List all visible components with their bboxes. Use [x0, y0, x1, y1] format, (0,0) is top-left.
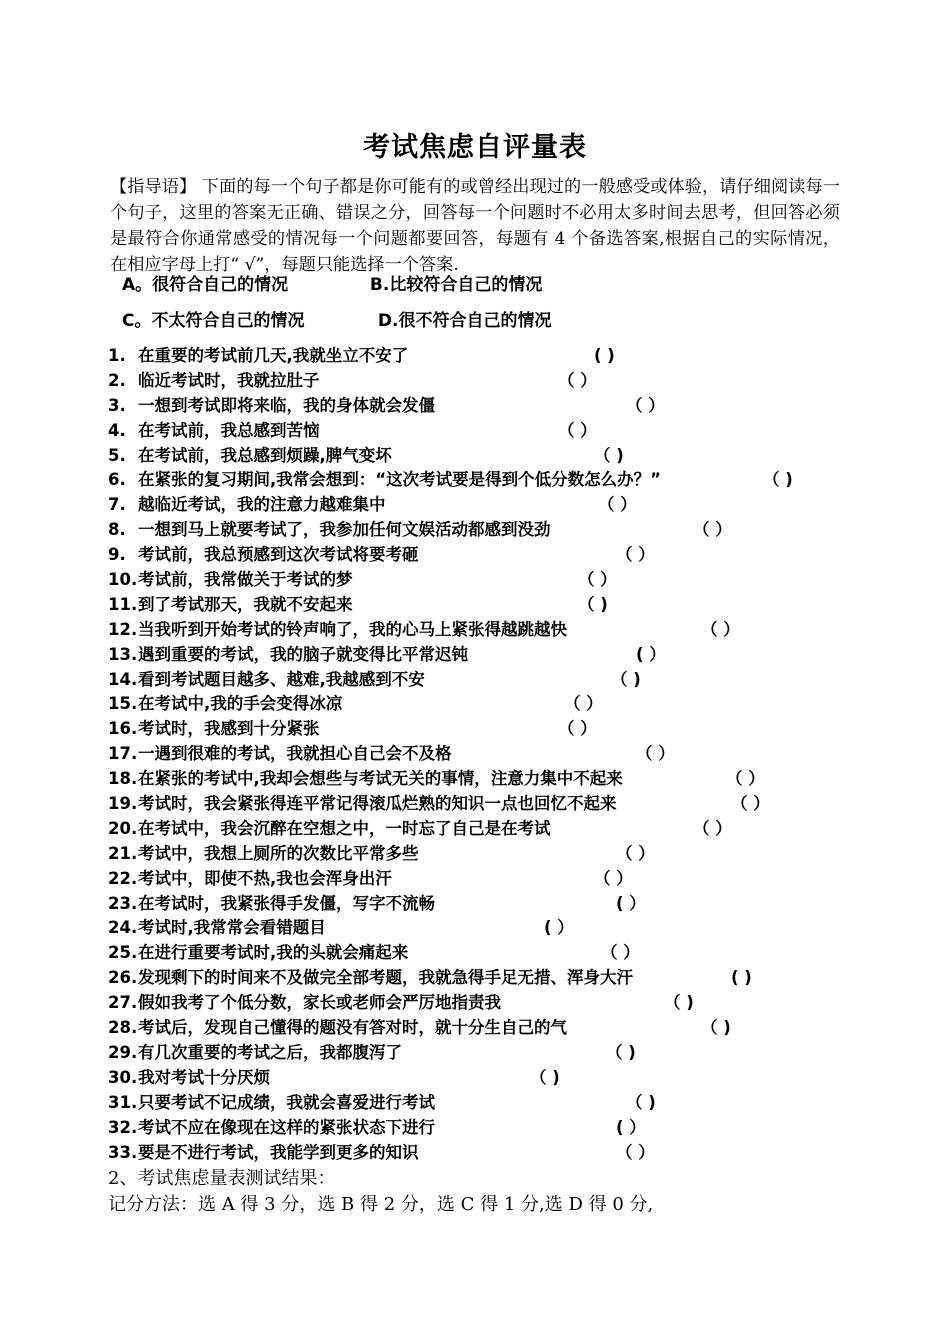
question-text: 一遇到很难的考试，我就担心自己会不及格	[138, 744, 452, 764]
question-item	[108, 668, 828, 693]
question-item	[108, 344, 828, 369]
options-row-1	[122, 272, 542, 298]
question-text: 考试后，发现自己懂得的题没有答对时，就十分生自己的气	[138, 1018, 567, 1038]
question-item	[108, 817, 828, 842]
option-a: A。很符合自己的情况	[122, 275, 289, 295]
question-number: 5.	[108, 445, 126, 465]
question-number: 24.	[108, 918, 138, 938]
question-text: 在考试时，我紧张得手发僵，写字不流畅	[138, 893, 435, 913]
scoring-method: 记分方法：选 A 得 3 分，选 B 得 2 分，选 C 得 1 分,选 D 得 0 分,	[108, 1194, 654, 1215]
question-item	[108, 966, 828, 991]
instructions-paragraph	[110, 174, 840, 278]
answer-blank[interactable]: （ )	[763, 470, 793, 490]
answer-blank[interactable]: ( ）	[636, 644, 666, 664]
answer-blank[interactable]: （ ）	[594, 868, 633, 888]
question-text: 在紧张的考试中,我却会想些与考试无关的事情，注意力集中不起来	[138, 769, 623, 789]
answer-blank[interactable]: （ )	[701, 1018, 731, 1038]
answer-blank[interactable]: （ ）	[693, 520, 732, 540]
question-text: 在考试前，我总感到苦恼	[138, 420, 320, 440]
question-item	[108, 369, 828, 394]
question-number: 1.	[108, 346, 126, 365]
question-item	[108, 1066, 828, 1091]
question-text: 有几次重要的考试之后，我都腹泻了	[138, 1042, 402, 1062]
answer-blank[interactable]: （ ）	[578, 570, 617, 590]
question-number: 20.	[108, 818, 138, 838]
option-d: D.很不符合自己的情况	[377, 311, 552, 331]
answer-blank[interactable]: （ )	[626, 1092, 656, 1112]
question-text: 考试时，我会紧张得连平常记得滚瓜烂熟的知识一点也回忆不起来	[138, 794, 617, 814]
answer-blank[interactable]: （ ）	[693, 818, 732, 838]
question-number: 8.	[108, 520, 126, 540]
question-item	[108, 419, 828, 444]
question-text: 我对考试十分厌烦	[138, 1067, 270, 1087]
question-list	[108, 344, 828, 1165]
question-number: 12.	[108, 619, 138, 639]
question-number: 21.	[108, 843, 138, 863]
question-item	[108, 892, 828, 917]
answer-blank[interactable]: （ ）	[558, 719, 597, 739]
question-item	[108, 394, 828, 419]
question-text: 一想到考试即将来临，我的身体就会发僵	[138, 395, 435, 415]
question-item	[108, 1016, 828, 1041]
question-item	[108, 692, 828, 717]
question-number: 14.	[108, 669, 138, 689]
answer-blank[interactable]: （ ）	[701, 619, 740, 639]
question-number: 30.	[108, 1067, 138, 1087]
question-item	[108, 991, 828, 1016]
question-number: 13.	[108, 644, 138, 664]
question-number: 19.	[108, 794, 138, 814]
question-item	[108, 518, 828, 543]
answer-blank[interactable]: （ )	[606, 1042, 636, 1062]
answer-blank[interactable]: （ ）	[564, 694, 603, 714]
question-number: 6.	[108, 470, 126, 490]
question-item	[108, 1091, 828, 1116]
result-heading: 2、考试焦虑量表测试结果：	[108, 1168, 336, 1189]
question-item	[108, 618, 828, 643]
question-text: 遇到重要的考试，我的脑子就变得比平常迟钝	[138, 644, 468, 664]
question-number: 31.	[108, 1092, 138, 1112]
answer-blank[interactable]: ( )	[731, 968, 752, 988]
question-item	[108, 916, 828, 941]
page-title: 考试焦虑自评量表	[363, 132, 587, 163]
question-number: 32.	[108, 1117, 138, 1137]
question-text: 在考试中,我的手会变得冰凉	[138, 694, 343, 714]
answer-blank[interactable]: ( ）	[544, 918, 574, 938]
question-number: 7.	[108, 495, 126, 515]
option-c: C。不太符合自己的情况	[122, 311, 305, 331]
question-text: 在进行重要考试时,我的头就会痛起来	[138, 943, 409, 963]
question-text: 在重要的考试前几天,我就坐立不安了	[138, 346, 409, 365]
answer-blank[interactable]: （ )	[594, 445, 624, 465]
question-text: 假如我考了个低分数，家长或老师会严厉地指责我	[138, 993, 501, 1013]
question-number: 2.	[108, 370, 126, 390]
question-text: 考试不应在像现在这样的紧张状态下进行	[138, 1117, 435, 1137]
instructions-label: 【指导语】	[110, 177, 197, 197]
answer-blank[interactable]: ( )	[594, 346, 615, 365]
question-item	[108, 742, 828, 767]
question-text: 要是不进行考试，我能学到更多的知识	[138, 1142, 419, 1162]
question-item	[108, 792, 828, 817]
question-item	[108, 1116, 828, 1141]
question-text: 只要考试不记成绩，我就会喜爱进行考试	[138, 1092, 435, 1112]
options-row-2	[122, 308, 552, 334]
answer-blank[interactable]: ( ）	[616, 1117, 646, 1137]
question-number: 9.	[108, 545, 126, 565]
question-text: 在考试中，我会沉醉在空想之中，一时忘了自己是在考试	[138, 818, 551, 838]
question-text: 临近考试时，我就拉肚子	[138, 370, 320, 390]
instructions-text: 下面的每一个句子都是你可能有的或曾经出现过的一般感受或体验，请仔细阅读每一个句子，这里的答案无正确、错误之分，回答每一个问题时不必用太多时间去思考，但回答必须是最符合你通常感受的情况每一个问题都要回答，每题有 4 个备选答案,根据自己的实际情况，在相应字母上打“ √”，每题只能选择一个答案.	[110, 177, 840, 275]
question-text: 越临近考试，我的注意力越难集中	[138, 495, 386, 515]
answer-blank[interactable]: （ )	[611, 669, 641, 689]
answer-blank[interactable]: （ )	[578, 594, 608, 614]
question-number: 3.	[108, 395, 126, 415]
option-b: B.比较符合自己的情况	[369, 275, 543, 295]
answer-blank[interactable]: （ ）	[558, 370, 597, 390]
question-number: 22.	[108, 868, 138, 888]
question-number: 33.	[108, 1142, 138, 1162]
answer-blank[interactable]: （ ）	[626, 395, 665, 415]
question-item	[108, 867, 828, 892]
question-text: 考试时，我感到十分紧张	[138, 719, 320, 739]
answer-blank[interactable]: （ ）	[558, 420, 597, 440]
question-item	[108, 767, 828, 792]
question-number: 10.	[108, 570, 138, 590]
question-number: 15.	[108, 694, 138, 714]
question-text: 到了考试那天，我就不安起来	[138, 594, 353, 614]
question-number: 29.	[108, 1042, 138, 1062]
answer-blank[interactable]: （ ）	[726, 769, 765, 789]
answer-blank[interactable]: （ ）	[616, 545, 655, 565]
question-item	[108, 842, 828, 867]
question-item	[108, 1041, 828, 1066]
question-item	[108, 593, 828, 618]
question-item	[108, 1141, 828, 1166]
question-number: 23.	[108, 893, 138, 913]
question-item	[108, 643, 828, 668]
question-text: 考试时,我常常会看错题目	[138, 918, 326, 938]
answer-blank[interactable]: ( ）	[616, 893, 646, 913]
question-text: 在考试前，我总感到烦躁,脾气变坏	[138, 445, 392, 465]
answer-blank[interactable]: （ ）	[601, 943, 640, 963]
question-text: 考试中，即使不热,我也会浑身出汗	[138, 868, 392, 888]
answer-blank[interactable]: （ ）	[598, 495, 637, 515]
question-item	[108, 543, 828, 568]
question-item	[108, 493, 828, 518]
question-text: 考试前，我常做关于考试的梦	[138, 570, 353, 590]
question-number: 27.	[108, 993, 138, 1013]
question-text: 发现剩下的时间来不及做完全部考题，我就急得手足无措、浑身大汗	[138, 968, 633, 988]
question-text: 当我听到开始考试的铃声响了，我的心马上紧张得越跳越快	[138, 619, 567, 639]
question-number: 18.	[108, 769, 138, 789]
question-text: 一想到马上就要考试了，我参加任何文娱活动都感到没劲	[138, 520, 551, 540]
question-text: 考试前，我总预感到这次考试将要考砸	[138, 545, 419, 565]
question-item	[108, 468, 828, 493]
question-number: 11.	[108, 594, 138, 614]
answer-blank[interactable]: （ )	[530, 1067, 560, 1087]
question-number: 4.	[108, 420, 126, 440]
answer-blank[interactable]: （ ）	[616, 1142, 655, 1162]
question-number: 25.	[108, 943, 138, 963]
question-item	[108, 717, 828, 742]
answer-blank[interactable]: （ ）	[731, 794, 770, 814]
answer-blank[interactable]: （ ）	[636, 744, 675, 764]
question-number: 28.	[108, 1018, 138, 1038]
question-number: 26.	[108, 968, 138, 988]
question-text: 看到考试题目越多、越难,我越感到不安	[138, 669, 425, 689]
answer-blank[interactable]: （ )	[664, 993, 694, 1013]
question-text: 考试中，我想上厕所的次数比平常多些	[138, 843, 419, 863]
question-text: 在紧张的复习期间,我常会想到：“这次考试要是得到个低分数怎么办？”	[138, 470, 661, 490]
question-item	[108, 568, 828, 593]
question-number: 17.	[108, 744, 138, 764]
question-number: 16.	[108, 719, 138, 739]
answer-blank[interactable]: （ ）	[616, 843, 655, 863]
question-item	[108, 941, 828, 966]
question-item	[108, 444, 828, 469]
